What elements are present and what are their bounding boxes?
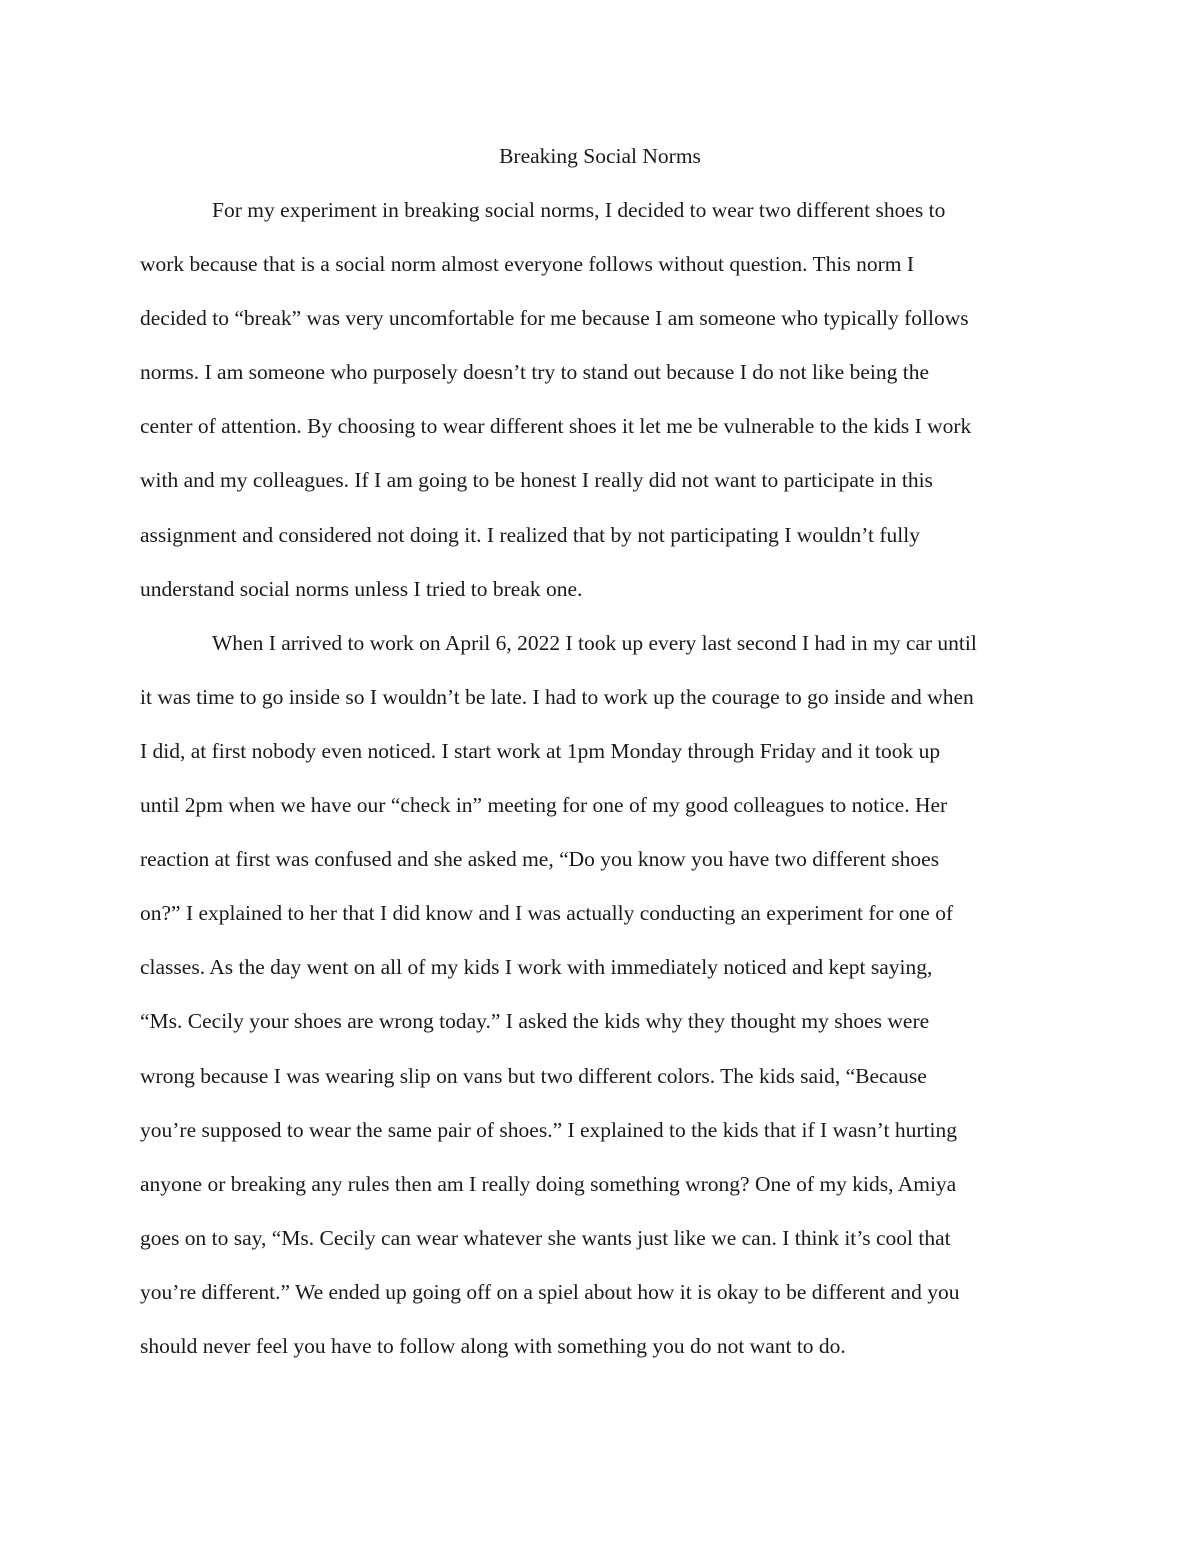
paragraph-2-line-13: you’re different.” We ended up going off on a spiel about how it is okay to be different and you — [140, 1279, 960, 1304]
paragraph-2-line-8: “Ms. Cecily your shoes are wrong today.” I asked the kids why they thought my shoes were — [140, 1009, 930, 1034]
paragraph-1-line-5: center of attention. By choosing to wear different shoes it let me be vulnerable to the kids I work — [140, 414, 972, 439]
paragraph-2-line-9: wrong because I was wearing slip on vans but two different colors. The kids said, “Because — [140, 1063, 927, 1088]
paragraph-2-line-11: anyone or breaking any rules then am I really doing something wrong? One of my kids, Amiya — [140, 1171, 957, 1196]
document-body — [140, 194, 1070, 1384]
paragraph-2-line-1: When I arrived to work on April 6, 2022 I took up every last second I had in my car until — [212, 630, 977, 655]
paragraph-2-line-10: you’re supposed to wear the same pair of shoes.” I explained to the kids that if I wasn’t hurting — [140, 1117, 957, 1142]
paragraph-1-line-6: with and my colleagues. If I am going to be honest I really did not want to participate in this — [140, 468, 933, 493]
document-title: Breaking Social Norms — [499, 144, 701, 168]
paragraph-1-line-8: understand social norms unless I tried to break one. — [140, 576, 583, 601]
paragraph-1-line-2: work because that is a social norm almost everyone follows without question. This norm I — [140, 252, 915, 277]
paragraph-2-line-12: goes on to say, “Ms. Cecily can wear whatever she wants just like we can. I think it’s cool that — [140, 1225, 951, 1250]
paragraph-2-line-7: classes. As the day went on all of my kids I work with immediately noticed and kept saying, — [140, 955, 933, 980]
paragraph-2-line-2: it was time to go inside so I wouldn’t be late. I had to work up the courage to go inside and when — [140, 684, 974, 709]
paragraph-2-line-6: on?” I explained to her that I did know and I was actually conducting an experiment for one of — [140, 901, 954, 926]
paragraph-2-line-14: should never feel you have to follow along with something you do not want to do. — [140, 1333, 846, 1358]
paragraph-2-line-5: reaction at first was confused and she asked me, “Do you know you have two different shoes — [140, 847, 940, 872]
paragraph-2-line-3: I did, at first nobody even noticed. I start work at 1pm Monday through Friday and it took up — [140, 738, 941, 763]
paragraph-1-line-7: assignment and considered not doing it. I realized that by not participating I wouldn’t fully — [140, 522, 920, 547]
paragraph-1-line-3: decided to “break” was very uncomfortable for me because I am someone who typically follows — [140, 306, 969, 331]
paragraph-2-line-4: until 2pm when we have our “check in” meeting for one of my good colleagues to notice. Her — [140, 793, 948, 818]
paragraph-1-line-4: norms. I am someone who purposely doesn’t try to stand out because I do not like being the — [140, 360, 929, 385]
paragraph-1-line-1: For my experiment in breaking social norms, I decided to wear two different shoes to — [212, 198, 946, 222]
